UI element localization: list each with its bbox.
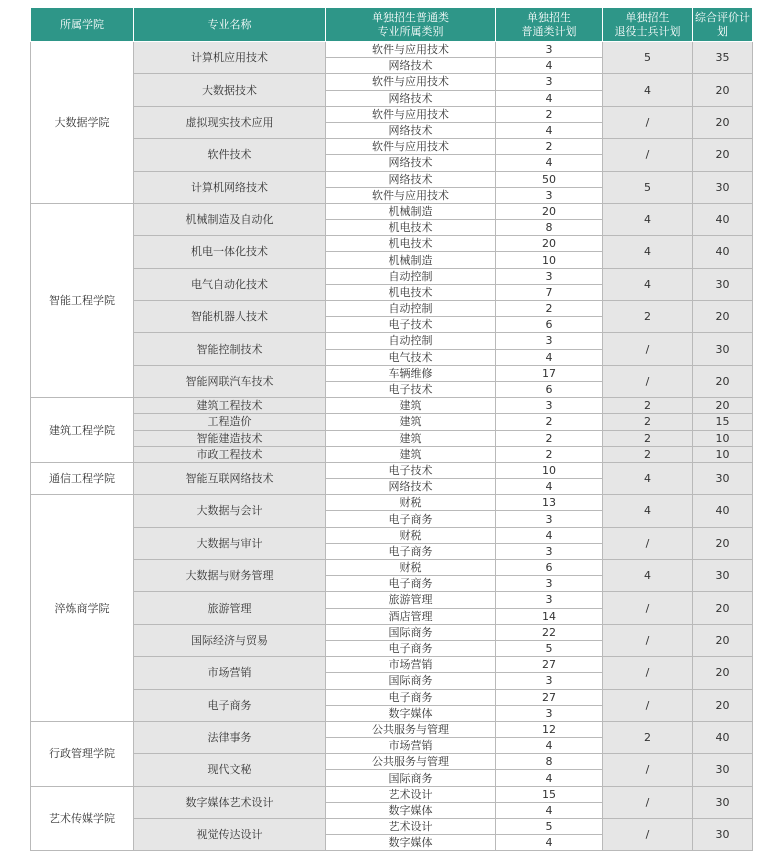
category-cell: 艺术设计 [326,819,496,835]
category-cell: 财税 [326,495,496,511]
category-cell: 机电技术 [326,236,496,252]
table-row [31,657,753,673]
comprehensive-plan-cell: 20 [693,301,753,333]
major-cell: 市政工程技术 [134,446,326,462]
veteran-plan-cell: 2 [603,301,693,333]
major-cell: 智能网联汽车技术 [134,365,326,397]
veteran-plan-cell: 4 [603,462,693,494]
table-row [31,430,753,446]
veteran-plan-cell: 2 [603,430,693,446]
major-cell: 智能互联网络技术 [134,462,326,494]
major-cell: 视觉传达设计 [134,819,326,851]
category-cell: 软件与应用技术 [326,187,496,203]
major-cell: 旅游管理 [134,592,326,624]
general-plan-cell: 2 [496,106,603,122]
comprehensive-plan-cell: 20 [693,689,753,721]
general-plan-cell: 4 [496,802,603,818]
general-plan-cell: 15 [496,786,603,802]
major-cell: 机电一体化技术 [134,236,326,268]
category-cell: 电子技术 [326,317,496,333]
general-plan-cell: 4 [496,349,603,365]
category-cell: 电子商务 [326,511,496,527]
college-cell: 艺术传媒学院 [31,786,134,851]
general-plan-cell: 4 [496,527,603,543]
general-plan-cell: 27 [496,689,603,705]
table-row [31,268,753,284]
header-general-plan-line2: 普通类计划 [521,24,577,38]
table-row [31,721,753,737]
veteran-plan-cell: 4 [603,74,693,106]
general-plan-cell: 3 [496,268,603,284]
comprehensive-plan-cell: 10 [693,430,753,446]
general-plan-cell: 7 [496,284,603,300]
veteran-plan-cell: 5 [603,42,693,74]
comprehensive-plan-cell: 20 [693,106,753,138]
table-row [31,624,753,640]
enrollment-plan-container [30,7,752,851]
category-cell: 机械制造 [326,252,496,268]
category-cell: 国际商务 [326,673,496,689]
category-cell: 公共服务与管理 [326,721,496,737]
category-cell: 软件与应用技术 [326,74,496,90]
header-veteran-plan-line1: 单独招生 [625,10,670,24]
general-plan-cell: 10 [496,462,603,478]
comprehensive-plan-cell: 20 [693,657,753,689]
general-plan-cell: 3 [496,74,603,90]
veteran-plan-cell: 4 [603,560,693,592]
category-cell: 国际商务 [326,624,496,640]
table-row [31,236,753,252]
category-cell: 数字媒体 [326,705,496,721]
comprehensive-plan-cell: 20 [693,624,753,656]
category-cell: 软件与应用技术 [326,42,496,58]
comprehensive-plan-cell: 20 [693,74,753,106]
table-row [31,495,753,511]
general-plan-cell: 4 [496,122,603,138]
veteran-plan-cell: 4 [603,203,693,235]
table-row [31,560,753,576]
general-plan-cell: 4 [496,738,603,754]
table-row [31,689,753,705]
category-cell: 机电技术 [326,284,496,300]
comprehensive-plan-cell: 20 [693,365,753,397]
general-plan-cell: 6 [496,381,603,397]
veteran-plan-cell: / [603,689,693,721]
table-header [31,8,753,42]
comprehensive-plan-cell: 30 [693,819,753,851]
veteran-plan-cell: / [603,754,693,786]
table-row [31,301,753,317]
general-plan-cell: 3 [496,592,603,608]
general-plan-cell: 3 [496,576,603,592]
comprehensive-plan-cell: 20 [693,527,753,559]
general-plan-cell: 5 [496,640,603,656]
veteran-plan-cell: 5 [603,171,693,203]
major-cell: 建筑工程技术 [134,398,326,414]
general-plan-cell: 3 [496,705,603,721]
category-cell: 网络技术 [326,479,496,495]
general-plan-cell: 12 [496,721,603,737]
category-cell: 建筑 [326,414,496,430]
veteran-plan-cell: / [603,365,693,397]
category-cell: 电子技术 [326,462,496,478]
table-row [31,819,753,835]
category-cell: 网络技术 [326,122,496,138]
header-category [326,8,496,42]
veteran-plan-cell: 2 [603,721,693,753]
enrollment-plan-table [30,7,753,851]
comprehensive-plan-cell: 30 [693,171,753,203]
comprehensive-plan-cell: 40 [693,203,753,235]
category-cell: 国际商务 [326,770,496,786]
veteran-plan-cell: / [603,527,693,559]
general-plan-cell: 4 [496,90,603,106]
general-plan-cell: 20 [496,236,603,252]
general-plan-cell: 8 [496,754,603,770]
table-row [31,398,753,414]
table-row [31,171,753,187]
general-plan-cell: 22 [496,624,603,640]
category-cell: 车辆维修 [326,365,496,381]
category-cell: 电气技术 [326,349,496,365]
major-cell: 数字媒体艺术设计 [134,786,326,818]
category-cell: 数字媒体 [326,802,496,818]
major-cell: 虚拟现实技术应用 [134,106,326,138]
table-row [31,414,753,430]
college-cell: 大数据学院 [31,42,134,204]
comprehensive-plan-cell: 30 [693,754,753,786]
header-category-line2: 专业所属类别 [377,24,444,38]
general-plan-cell: 17 [496,365,603,381]
college-cell: 通信工程学院 [31,462,134,494]
comprehensive-plan-cell: 30 [693,786,753,818]
veteran-plan-cell: 4 [603,268,693,300]
major-cell: 大数据与财务管理 [134,560,326,592]
comprehensive-plan-cell: 20 [693,398,753,414]
category-cell: 电子商务 [326,689,496,705]
veteran-plan-cell: / [603,819,693,851]
major-cell: 计算机网络技术 [134,171,326,203]
major-cell: 智能控制技术 [134,333,326,365]
major-cell: 智能机器人技术 [134,301,326,333]
general-plan-cell: 3 [496,187,603,203]
category-cell: 市场营销 [326,738,496,754]
general-plan-cell: 27 [496,657,603,673]
table-row [31,365,753,381]
college-cell: 建筑工程学院 [31,398,134,463]
major-cell: 大数据与会计 [134,495,326,527]
veteran-plan-cell: 4 [603,495,693,527]
category-cell: 财税 [326,560,496,576]
category-cell: 数字媒体 [326,835,496,851]
category-cell: 网络技术 [326,58,496,74]
category-cell: 公共服务与管理 [326,754,496,770]
header-category-line1: 单独招生普通类 [372,10,449,24]
comprehensive-plan-cell: 10 [693,446,753,462]
category-cell: 软件与应用技术 [326,139,496,155]
major-cell: 计算机应用技术 [134,42,326,74]
header-general-plan [496,8,603,42]
veteran-plan-cell: / [603,106,693,138]
header-veteran-plan [603,8,693,42]
general-plan-cell: 3 [496,673,603,689]
table-row [31,592,753,608]
major-cell: 软件技术 [134,139,326,171]
table-row [31,527,753,543]
table-row [31,446,753,462]
header-row [31,8,753,42]
general-plan-cell: 2 [496,430,603,446]
general-plan-cell: 6 [496,560,603,576]
college-cell: 行政管理学院 [31,721,134,786]
header-comprehensive-plan: 综合评价计划 [693,8,753,42]
veteran-plan-cell: 2 [603,446,693,462]
general-plan-cell: 10 [496,252,603,268]
header-veteran-plan-line2: 退役士兵计划 [614,24,681,38]
comprehensive-plan-cell: 35 [693,42,753,74]
major-cell: 现代文秘 [134,754,326,786]
general-plan-cell: 2 [496,414,603,430]
general-plan-cell: 3 [496,511,603,527]
veteran-plan-cell: / [603,333,693,365]
category-cell: 建筑 [326,446,496,462]
general-plan-cell: 20 [496,203,603,219]
veteran-plan-cell: / [603,139,693,171]
comprehensive-plan-cell: 40 [693,236,753,268]
category-cell: 网络技术 [326,171,496,187]
general-plan-cell: 3 [496,42,603,58]
major-cell: 机械制造及自动化 [134,203,326,235]
veteran-plan-cell: 2 [603,398,693,414]
category-cell: 网络技术 [326,90,496,106]
veteran-plan-cell: / [603,624,693,656]
category-cell: 自动控制 [326,301,496,317]
category-cell: 网络技术 [326,155,496,171]
major-cell: 大数据技术 [134,74,326,106]
veteran-plan-cell: 2 [603,414,693,430]
category-cell: 软件与应用技术 [326,106,496,122]
table-row [31,786,753,802]
category-cell: 电子商务 [326,576,496,592]
general-plan-cell: 14 [496,608,603,624]
major-cell: 电气自动化技术 [134,268,326,300]
major-cell: 法律事务 [134,721,326,753]
general-plan-cell: 4 [496,479,603,495]
general-plan-cell: 8 [496,220,603,236]
category-cell: 自动控制 [326,268,496,284]
major-cell: 国际经济与贸易 [134,624,326,656]
category-cell: 财税 [326,527,496,543]
header-college: 所属学院 [31,8,134,42]
veteran-plan-cell: 4 [603,236,693,268]
category-cell: 建筑 [326,430,496,446]
header-general-plan-line1: 单独招生 [527,10,571,24]
category-cell: 机械制造 [326,203,496,219]
general-plan-cell: 5 [496,819,603,835]
major-cell: 大数据与审计 [134,527,326,559]
comprehensive-plan-cell: 40 [693,721,753,753]
veteran-plan-cell: / [603,657,693,689]
general-plan-cell: 13 [496,495,603,511]
header-major: 专业名称 [134,8,326,42]
table-row [31,139,753,155]
table-row [31,203,753,219]
category-cell: 酒店管理 [326,608,496,624]
table-body [31,42,753,851]
comprehensive-plan-cell: 30 [693,268,753,300]
comprehensive-plan-cell: 15 [693,414,753,430]
comprehensive-plan-cell: 30 [693,462,753,494]
general-plan-cell: 4 [496,835,603,851]
general-plan-cell: 2 [496,139,603,155]
table-row [31,42,753,58]
major-cell: 智能建造技术 [134,430,326,446]
table-row [31,74,753,90]
general-plan-cell: 3 [496,543,603,559]
table-row [31,333,753,349]
general-plan-cell: 4 [496,58,603,74]
category-cell: 艺术设计 [326,786,496,802]
general-plan-cell: 2 [496,301,603,317]
category-cell: 自动控制 [326,333,496,349]
general-plan-cell: 4 [496,770,603,786]
table-row [31,754,753,770]
comprehensive-plan-cell: 20 [693,592,753,624]
general-plan-cell: 50 [496,171,603,187]
category-cell: 电子商务 [326,543,496,559]
general-plan-cell: 3 [496,398,603,414]
comprehensive-plan-cell: 20 [693,139,753,171]
category-cell: 电子技术 [326,381,496,397]
category-cell: 电子商务 [326,640,496,656]
comprehensive-plan-cell: 40 [693,495,753,527]
general-plan-cell: 4 [496,155,603,171]
major-cell: 市场营销 [134,657,326,689]
major-cell: 工程造价 [134,414,326,430]
comprehensive-plan-cell: 30 [693,560,753,592]
veteran-plan-cell: / [603,592,693,624]
major-cell: 电子商务 [134,689,326,721]
general-plan-cell: 6 [496,317,603,333]
category-cell: 建筑 [326,398,496,414]
general-plan-cell: 2 [496,446,603,462]
category-cell: 旅游管理 [326,592,496,608]
category-cell: 市场营销 [326,657,496,673]
college-cell: 智能工程学院 [31,203,134,397]
veteran-plan-cell: / [603,786,693,818]
category-cell: 机电技术 [326,220,496,236]
general-plan-cell: 3 [496,333,603,349]
table-row [31,462,753,478]
college-cell: 淬炼商学院 [31,495,134,722]
table-row [31,106,753,122]
comprehensive-plan-cell: 30 [693,333,753,365]
